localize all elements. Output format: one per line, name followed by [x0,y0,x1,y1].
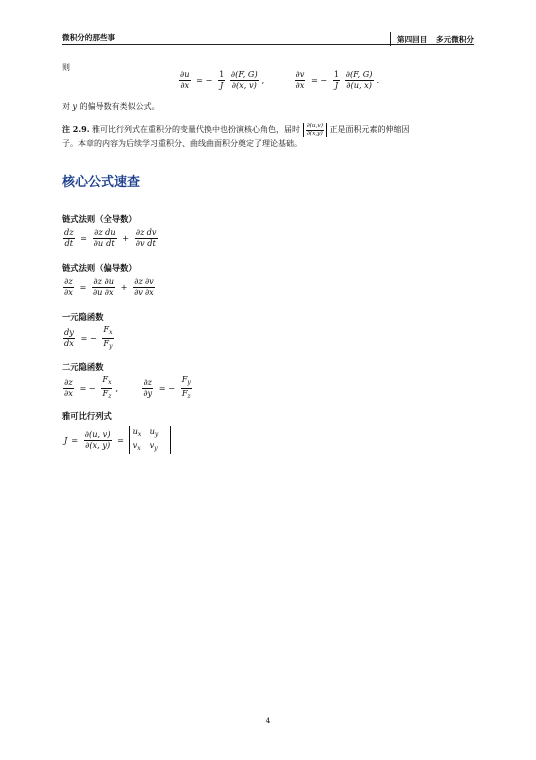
inline-jacobian: $\frac{\partial(u,v)}{\partial(x,y)}$ [303,123,327,137]
chain-total-formula: $\frac{dz}{dt}$ = $\frac{\partial z}{\partial u}$ $\frac{du}{dt}$ + $\frac{\partial z}{\partial v}$ $\frac{dv}{dt}$ [64,227,157,248]
note-text-b: 正是面积元素的伸缩因 [329,125,410,134]
section-title: 核心公式速查 [62,175,141,190]
note-text-c: 子。本章的内容为后续学习重积分、曲线曲面积分奠定了理论基础。 [62,139,302,148]
then-text: 则 [62,63,70,72]
chapter-number: 第四回目 [397,35,428,44]
implicit-two-heading: 二元隐函数 [62,362,104,372]
chapter-info [390,32,474,46]
jacobian-determinant: ux uy vx vy [129,426,171,454]
note-label: 注 2.9. [62,124,90,134]
chain-total-heading: 链式法则（全导数） [62,214,137,224]
book-title: 微积分的那些事 [62,33,116,42]
implicit-one-formula: $\frac{dy}{dx}$ = − $\frac{F_x}{F_y}$ [64,324,113,350]
implicit-one-heading: 一元隐函数 [62,312,104,322]
similar-formula-text: 对 y 的偏导数有类似公式。 [62,102,160,111]
note-text-a: 雅可比行列式在重积分的变量代换中也扮演核心角色，届时 [92,125,301,134]
implicit-system-formula: $\frac{\partial u}{\partial x}$ = − $\frac{1}{J}$ $\frac{\partial(F, G)}{\partial(x, v)}$ , $\frac{\partial v}{\partial x}$ = − $\frac{1}{J}$ $\frac{\partial(F, G)}{\partial(u, x)}$ . [180,69,380,90]
chain-partial-heading: 链式法则（偏导数） [62,263,137,273]
chain-partial-formula: $\frac{\partial z}{\partial x}$ = $\frac{\partial z}{\partial u}$ $\frac{\partial u}{\partial x}$ + $\frac{\partial z}{\partial v}$ $\frac{\partial v}{\partial x}$ [64,276,154,297]
jacobian-heading: 雅可比行列式 [62,411,112,421]
jacobian-formula: J = $\frac{\partial(u, v)}{\partial(x, y)}$ = ux uy vx vy [62,426,171,454]
page-header [62,28,474,45]
implicit-two-formula: $\frac{\partial z}{\partial x}$ = − $\frac{F_x}{F_z}$ , $\frac{\partial z}{\partial y}$ = − $\frac{F_y}{F_z}$ [64,374,191,400]
note-paragraph [62,123,482,137]
chapter-title: 多元微积分 [436,35,474,44]
page-number: 4 [265,716,271,725]
